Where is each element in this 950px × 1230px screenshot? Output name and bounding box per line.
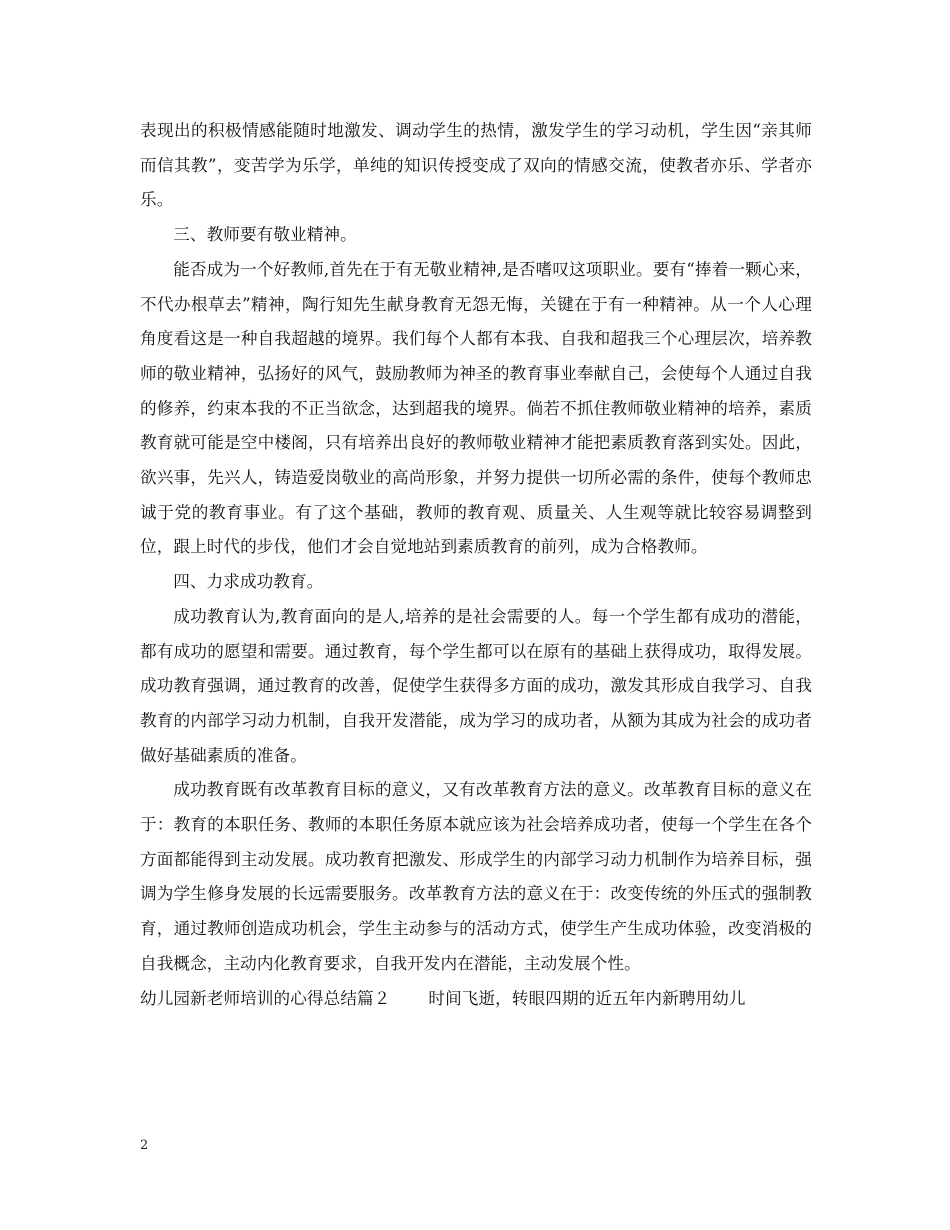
- page-number: 2: [140, 1138, 149, 1153]
- paragraph-success-education: 成功教育认为,教育面向的是人,培养的是社会需要的人。每一个学生都有成功的潜能，都有成功的愿望和需要。通过教育，每个学生都可以在原有的基础上获得成功，取得发展。成功教育强调，通过教育的改善，促使学生获得多方面的成功，激发其形成自我学习、自我教育的内部学习动力机制，自我开发潜能，成为学习的成功者，从额为其成为社会的成功者做好基础素质的准备。: [140, 606, 812, 765]
- paragraph-continuation: 表现出的积极情感能随时地激发、调动学生的热情，激发学生的学习动机，学生因“亲其师而信其教”，变苦学为乐学，单纯的知识传授变成了双向的情感交流，使教者亦乐、学者亦乐。: [140, 121, 812, 210]
- next-article-title: 幼儿园新老师培训的心得总结篇２: [140, 988, 391, 1008]
- next-article-text: 时间飞逝，转眼四期的近五年内新聘用幼儿: [428, 988, 746, 1008]
- paragraph-dedication: 能否成为一个好教师,首先在于有无敬业精神,是否嗜叹这项职业。要有“捧着一颗心来，不代办根草去”精神，陶行知先生献身教育无怨无悔，关键在于有一种精神。从一个人心理角度看这是一种自我超越的境界。我们每个人都有本我、自我和超我三个心理层次，培养教师的敬业精神，弘扬好的风气，鼓励教师为神圣的教育事业奉献自己，会使每个人通过自我的修养，约束本我的不正当欲念，达到超我的境界。倘若不抓住教师敬业精神的培养，素质教育就可能是空中楼阁，只有培养出良好的教师敬业精神才能把素质教育落到实处。因此，欲兴事，先兴人，铸造爱岗敬业的高尚形象，并努力提供一切所必需的条件，使每个教师忠诚于党的教育事业。有了这个基础，教师的教育观、质量关、人生观等就比较容易调整到位，跟上时代的步伐，他们才会自觉地站到素质教育的前列，成为合格教师。: [140, 259, 812, 557]
- paragraph-reform-meaning: 成功教育既有改革教育目标的意义，又有改革教育方法的意义。改革教育目标的意义在于：教育的本职任务、教师的本职任务原本就应该为社会培养成功者，使每一个学生在各个方面都能得到主动发展。成功教育把激发、形成学生的内部学习动力机制作为培养目标，强调为学生修身发展的长远需要服务。改革教育方法的意义在于：改变传统的外压式的强制教育，通过教师创造成功机会，学生主动参与的活动方式，使学生产生成功体验，改变消极的自我概念，主动内化教育要求，自我开发内在潜能，主动发展个性。: [140, 780, 812, 973]
- trailing-line: [140, 982, 812, 1017]
- document-body: [140, 114, 812, 1016]
- section-heading-4: 四、力求成功教育。: [173, 572, 324, 592]
- section-heading-3: 三、教师要有敬业精神。: [173, 225, 357, 245]
